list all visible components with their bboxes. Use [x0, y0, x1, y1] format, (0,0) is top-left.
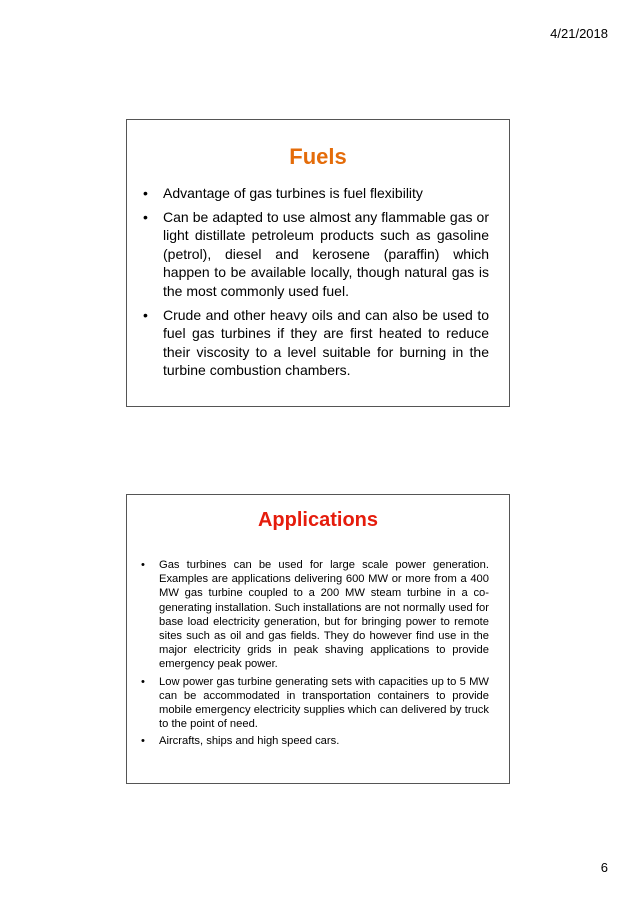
bullet-item: [141, 558, 489, 672]
bullet-icon: •: [141, 559, 145, 571]
bullet-icon: •: [141, 735, 145, 748]
page-number: 6: [600, 860, 608, 875]
bullet-icon: •: [141, 675, 145, 688]
bullet-icon: •: [143, 185, 148, 201]
slide-applications: [126, 494, 510, 784]
bullet-text: Can be adapted to use almost any flammable gas or light distillate petroleum products such as gasoline (petrol), diesel and kerosene (paraffin) which happen to be available locally, though natural gas is the most commonly used fuel.: [163, 208, 489, 299]
slide-title-fuels: Fuels: [289, 144, 347, 169]
page-date: 4/21/2018: [550, 26, 608, 41]
bullet-text: Aircrafts, ships and high speed cars.: [159, 735, 340, 748]
bullet-list-fuels: [127, 184, 509, 380]
bullet-item: [143, 184, 489, 203]
bullet-icon: •: [143, 208, 148, 225]
slide-title-applications: Applications: [257, 509, 378, 531]
bullet-text: Gas turbines can be used for large scale power generation. Examples are applications delivering 600 MW or more from a 400 MW gas turbine coupled to a 200 MW steam turbine in a co-generating installation. Such installations are not normally used for base load electricity generation, but for bringing power to remote sites such as oil and gas fields. They do however find use in the major electricity grids in peak shaving applications to provide emergency peak power.: [159, 559, 489, 671]
bullet-text: Advantage of gas turbines is fuel flexibility: [163, 185, 423, 201]
bullet-item: [141, 675, 489, 732]
bullet-list-applications: [127, 558, 509, 749]
bullet-item: [143, 306, 489, 380]
bullet-text: Crude and other heavy oils and can also be used to fuel gas turbines if they are first heated to reduce their viscosity to a level suitable for burning in the turbine combustion chambers.: [163, 306, 489, 379]
slide-fuels: [126, 119, 510, 407]
bullet-item: [143, 208, 489, 301]
bullet-icon: •: [143, 306, 148, 323]
bullet-text: Low power gas turbine generating sets with capacities up to 5 MW can be accommodated in transportation containers to provide mobile emergency electricity supplies which can delivered by truck to the point of need.: [159, 675, 489, 731]
bullet-item: [141, 734, 489, 748]
